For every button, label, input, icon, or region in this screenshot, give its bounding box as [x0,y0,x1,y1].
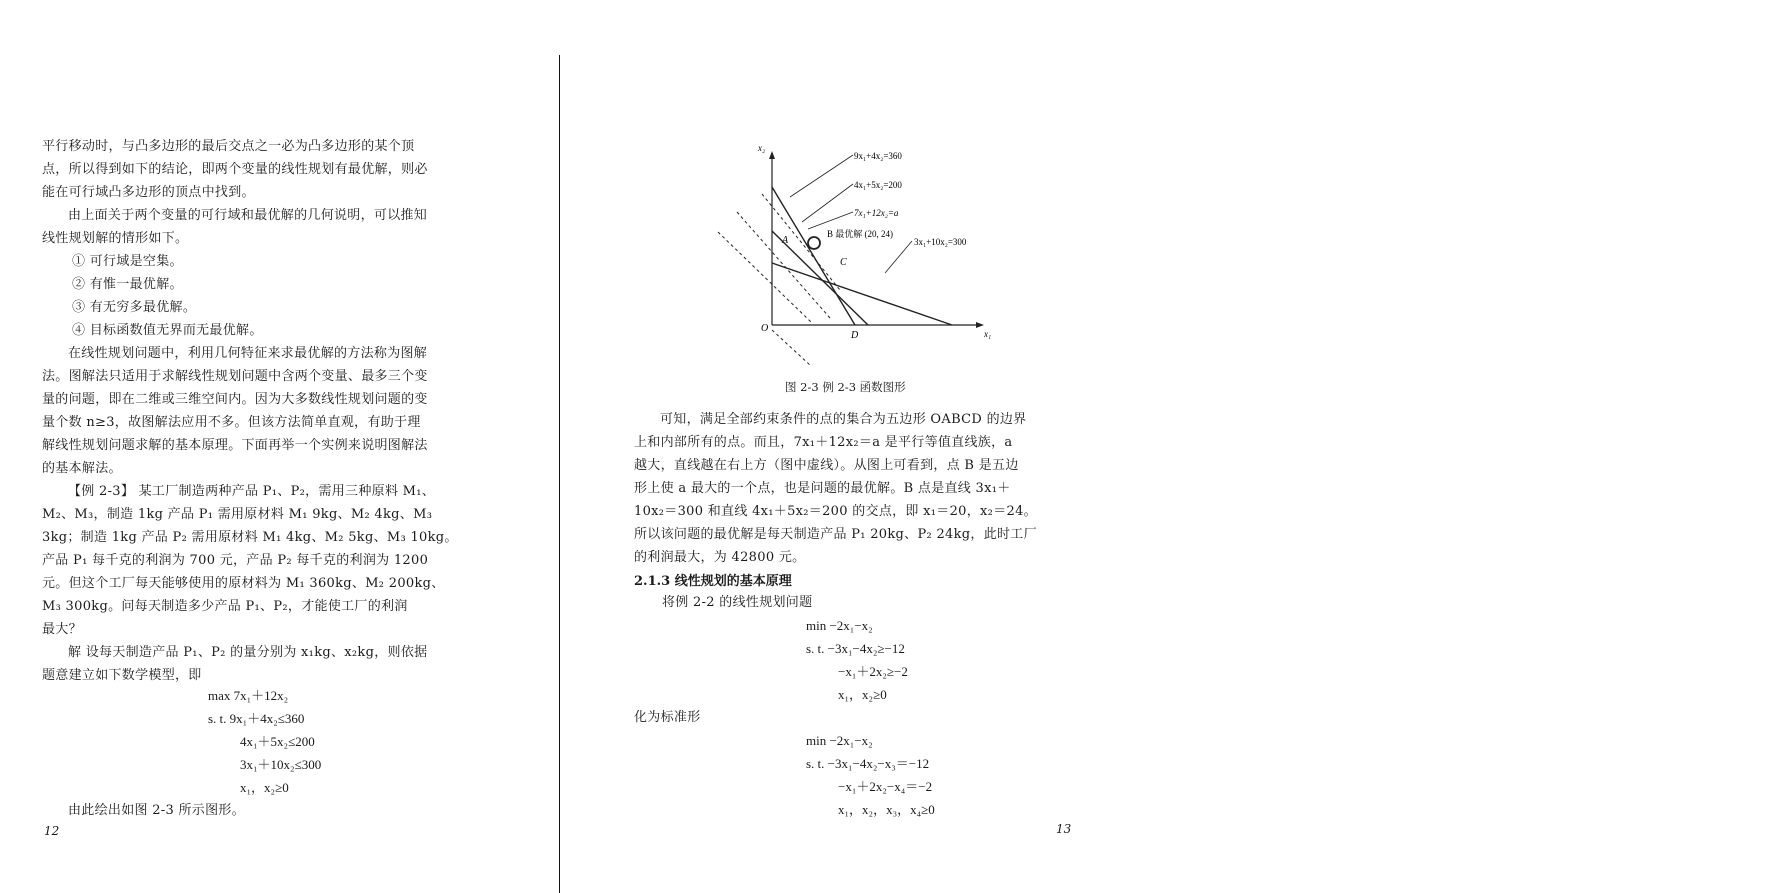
line-label: 7x₁+12x₂=a [854,208,899,218]
text-line: 平行移动时，与凸多边形的最后交点之一必为凸多边形的某个顶 [42,139,415,154]
model-constraint: 4x₁＋5x₂≤200 [240,734,315,749]
iso-profit-line [762,194,840,290]
text-line: 量个数 n≥3，故图解法应用不多。但该方法简单直观，有助于理 [42,415,421,430]
problem-objective: min −2x₁−x₂ [806,618,873,633]
iso-profit-line [718,232,811,322]
page-number: 13 [1056,822,1072,836]
text-line: 形上使 a 最大的一个点，也是问题的最优解。B 点是直线 3x₁＋ [634,481,1011,496]
paragraph [42,342,428,480]
text-line: 将例 2-2 的线性规划问题 [662,595,813,610]
feasible-region-figure [690,145,1020,375]
text-line: 由此绘出如图 2-3 所示图形。 [68,803,245,818]
y-axis-arrow [769,151,775,159]
problem-constraint: x₁，x₂≥0 [838,687,887,702]
text-line: 能在可行域凸多边形的顶点中找到。 [42,185,255,200]
closing-line [68,799,245,822]
text-line: 法。图解法只适用于求解线性规划问题中含两个变量、最多三个变 [42,369,428,384]
list-item: ② 有惟一最优解。 [72,277,183,292]
text-line: 3kg；制造 1kg 产品 P₂ 需用原材料 M₁ 4kg、M₂ 5kg、M₃ 10kg。 [42,530,458,545]
problem-constraint: −x₁＋2x₂≥−2 [838,664,908,679]
model-constraint: x₁，x₂≥0 [240,780,289,795]
text-line: 化为标准形 [634,710,701,725]
model-constraint: 3x₁＋10x₂≤300 [240,757,322,772]
text-line: 上和内部所有的点。而且，7x₁＋12x₂＝a 是平行等值直线族，a [634,435,1013,450]
standard-constraint: s. t. −3x₁−4x₂−x₃＝−12 [806,756,930,771]
text-line: 的基本解法。 [42,461,122,476]
text-line: 最大？ [42,622,82,637]
paragraph [42,204,427,250]
list-item: ④ 目标函数值无界而无最优解。 [72,323,263,338]
line-label: 4x₁+5x₂=200 [854,180,902,190]
intro-line [662,591,812,614]
standard-constraint: x₁，x₂，x₃，x₄≥0 [838,802,935,817]
section-heading: 2.1.3 线性规划的基本原理 [634,574,792,589]
text-line: 点，所以得到如下的结论，即两个变量的线性规划有最优解，则必 [42,162,428,177]
text-line: 题意建立如下数学模型，即 [42,668,202,683]
constraint-line [772,187,855,325]
line-label: 9x₁+4x₂=360 [854,151,902,161]
constraint-line [772,263,952,325]
optimal-point-label: B 最优解 (20, 24) [827,229,893,239]
standard-constraint: −x₁＋2x₂−x₄＝−2 [838,779,933,794]
point-label-c: C [840,257,847,268]
figure-caption: 图 2-3 例 2-3 函数图形 [785,380,906,394]
paragraph [42,135,428,204]
iso-profit-line [772,330,811,366]
y-axis-label: x₂ [758,145,766,153]
text-line: 解线性规划问题求解的基本原理。下面再举一个实例来说明图解法 [42,438,428,453]
point-label-o: O [761,323,769,334]
point-label-a: A [782,235,789,246]
text-line: M₂、M₃，制造 1kg 产品 P₁ 需用原材料 M₁ 9kg、M₂ 4kg、M₃ [42,507,433,522]
page-number: 12 [44,824,60,838]
text-line: 【例 2-3】 某工厂制造两种产品 P₁、P₂，需用三种原料 M₁、 [68,484,436,499]
text-line: 所以该问题的最优解是每天制造产品 P₁ 20kg、P₂ 24kg，此时工厂 [634,527,1037,542]
text-line: M₃ 300kg。问每天制造多少产品 P₁、P₂，才能使工厂的利润 [42,599,408,614]
text-line: 在线性规划问题中，利用几何特征来求最优解的方法称为图解 [68,346,428,361]
x-axis-label: x₁ [984,329,992,339]
text-line: 的利润最大，为 42800 元。 [634,550,806,565]
text-line: 解 设每天制造产品 P₁、P₂ 的量分别为 x₁kg、x₂kg，则依据 [68,645,428,660]
text-line: 由上面关于两个变量的可行域和最优解的几何说明，可以推知 [68,208,428,223]
x-axis-arrow [976,322,984,328]
optimal-point-marker [808,237,820,249]
standard-form-label [634,706,701,729]
model-constraint: s. t. 9x₁＋4x₂≤360 [208,711,305,726]
text-line: 10x₂＝300 和直线 4x₁＋5x₂＝200 的交点，即 x₁＝20，x₂＝24。 [634,504,1037,519]
text-line: 线性规划解的情形如下。 [42,231,189,246]
paragraph [634,408,1037,569]
standard-objective: min −2x₁−x₂ [806,733,873,748]
point-label-d: D [851,330,859,341]
example-paragraph [42,480,458,641]
case-list [72,250,263,342]
leader-line [802,184,853,222]
iso-profit-line [737,212,830,318]
problem-constraint: s. t. −3x₁−4x₂≥−12 [806,641,905,656]
left-page [0,0,560,893]
leader-line [808,212,853,229]
text-line: 可知，满足全部约束条件的点的集合为五边形 OABCD 的边界 [660,412,1027,427]
list-item: ① 可行域是空集。 [72,254,183,269]
text-line: 产品 P₁ 每千克的利润为 700 元，产品 P₂ 每千克的利润为 1200 [42,553,429,568]
list-item: ③ 有无穷多最优解。 [72,300,197,315]
line-label: 3x₁+10x₂=300 [914,237,967,247]
text-line: 越大，直线越在右上方（图中虚线）。从图上可看到，点 B 是五边 [634,458,1019,473]
text-line: 元。但这个工厂每天能够使用的原材料为 M₁ 360kg、M₂ 200kg、 [42,576,445,591]
model-objective: max 7x₁＋12x₂ [208,688,289,703]
text-line: 量的问题，即在二维或三维空间内。因为大多数线性规划问题的变 [42,392,428,407]
leader-line [885,241,912,273]
solution-paragraph [42,641,427,687]
